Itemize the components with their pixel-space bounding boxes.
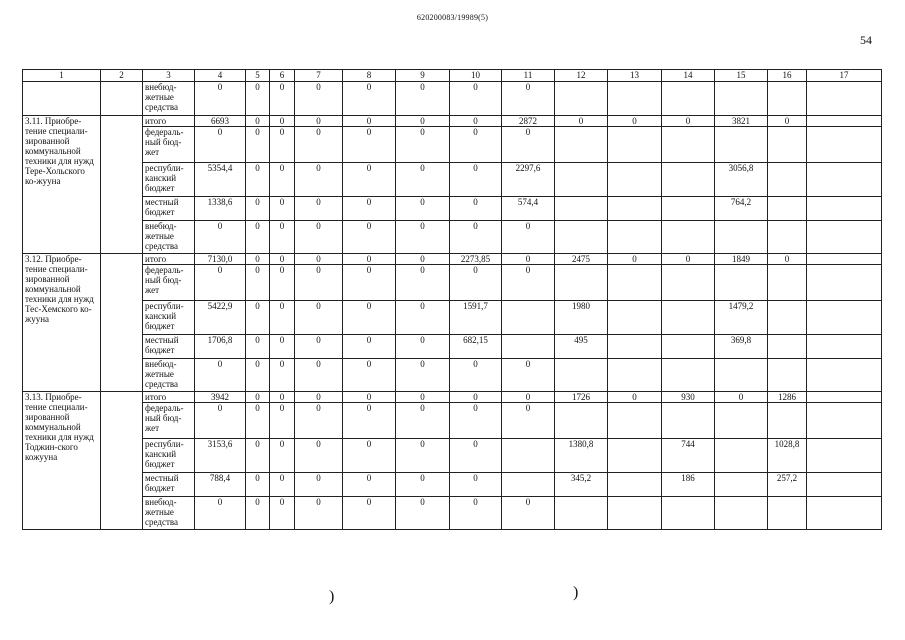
value-cell: 0 bbox=[555, 116, 608, 127]
value-cell: 3942 bbox=[195, 392, 246, 403]
column-header: 11 bbox=[502, 70, 555, 82]
value-cell: 0 bbox=[270, 197, 295, 221]
column-header: 5 bbox=[246, 70, 270, 82]
value-cell: 0 bbox=[396, 335, 450, 359]
value-cell bbox=[807, 127, 882, 163]
value-cell: 0 bbox=[502, 403, 555, 439]
value-cell: 0 bbox=[246, 221, 270, 254]
funding-source-label: итого bbox=[143, 254, 195, 265]
value-cell: 0 bbox=[270, 392, 295, 403]
table-row bbox=[23, 127, 882, 163]
value-cell bbox=[768, 403, 807, 439]
value-cell: 0 bbox=[246, 197, 270, 221]
value-cell: 0 bbox=[270, 497, 295, 530]
column-header: 12 bbox=[555, 70, 608, 82]
value-cell: 0 bbox=[768, 116, 807, 127]
value-cell: 1726 bbox=[555, 392, 608, 403]
value-cell: 0 bbox=[396, 127, 450, 163]
value-cell bbox=[662, 163, 715, 197]
value-cell: 0 bbox=[295, 163, 343, 197]
section-title: 3.11. Приобре-тение специали-зированной коммунальной техники для нужд Тере-Хольского ко-жууна bbox=[23, 116, 101, 254]
value-cell bbox=[608, 473, 662, 497]
value-cell: 0 bbox=[450, 116, 502, 127]
column-header: 3 bbox=[143, 70, 195, 82]
value-cell: 2297,6 bbox=[502, 163, 555, 197]
value-cell: 0 bbox=[195, 497, 246, 530]
value-cell: 0 bbox=[246, 497, 270, 530]
funding-source-label: внебюд-жетные средства bbox=[143, 497, 195, 530]
value-cell: 0 bbox=[270, 127, 295, 163]
value-cell bbox=[662, 221, 715, 254]
value-cell: 0 bbox=[295, 473, 343, 497]
value-cell bbox=[807, 403, 882, 439]
value-cell bbox=[807, 265, 882, 301]
value-cell: 0 bbox=[343, 301, 396, 335]
value-cell: 345,2 bbox=[555, 473, 608, 497]
value-cell: 0 bbox=[396, 82, 450, 116]
value-cell bbox=[715, 359, 768, 392]
handwritten-mark: ) bbox=[573, 584, 579, 601]
value-cell: 0 bbox=[295, 82, 343, 116]
value-cell bbox=[555, 163, 608, 197]
value-cell: 0 bbox=[295, 301, 343, 335]
table-row bbox=[23, 403, 882, 439]
value-cell: 0 bbox=[270, 221, 295, 254]
value-cell bbox=[608, 82, 662, 116]
value-cell: 7130,0 bbox=[195, 254, 246, 265]
table-row bbox=[23, 497, 882, 530]
value-cell: 0 bbox=[343, 359, 396, 392]
value-cell: 1591,7 bbox=[450, 301, 502, 335]
value-cell: 0 bbox=[270, 301, 295, 335]
value-cell: 0 bbox=[343, 127, 396, 163]
column-header: 16 bbox=[768, 70, 807, 82]
value-cell bbox=[502, 439, 555, 473]
value-cell bbox=[555, 403, 608, 439]
value-cell bbox=[555, 265, 608, 301]
funding-source-label: республи-канский бюджет bbox=[143, 163, 195, 197]
value-cell: 5354,4 bbox=[195, 163, 246, 197]
value-cell: 0 bbox=[343, 392, 396, 403]
value-cell: 0 bbox=[450, 473, 502, 497]
value-cell: 0 bbox=[502, 392, 555, 403]
value-cell: 0 bbox=[450, 127, 502, 163]
value-cell: 0 bbox=[396, 197, 450, 221]
value-cell: 0 bbox=[246, 254, 270, 265]
table-row bbox=[23, 439, 882, 473]
value-cell: 3821 bbox=[715, 116, 768, 127]
column-2-cell bbox=[101, 254, 143, 392]
value-cell: 0 bbox=[450, 163, 502, 197]
value-cell: 0 bbox=[270, 403, 295, 439]
value-cell: 0 bbox=[270, 82, 295, 116]
value-cell: 0 bbox=[295, 359, 343, 392]
value-cell: 0 bbox=[343, 221, 396, 254]
value-cell: 764,2 bbox=[715, 197, 768, 221]
value-cell: 0 bbox=[343, 265, 396, 301]
value-cell: 0 bbox=[343, 439, 396, 473]
value-cell: 186 bbox=[662, 473, 715, 497]
table-row bbox=[23, 335, 882, 359]
value-cell bbox=[807, 473, 882, 497]
value-cell: 1706,8 bbox=[195, 335, 246, 359]
value-cell: 930 bbox=[662, 392, 715, 403]
value-cell: 0 bbox=[450, 197, 502, 221]
value-cell: 682,15 bbox=[450, 335, 502, 359]
value-cell bbox=[807, 254, 882, 265]
funding-source-label: итого bbox=[143, 116, 195, 127]
value-cell bbox=[715, 127, 768, 163]
value-cell: 0 bbox=[246, 403, 270, 439]
value-cell: 0 bbox=[343, 403, 396, 439]
value-cell: 0 bbox=[396, 359, 450, 392]
value-cell bbox=[608, 335, 662, 359]
value-cell bbox=[662, 301, 715, 335]
value-cell bbox=[768, 82, 807, 116]
value-cell: 0 bbox=[608, 254, 662, 265]
value-cell: 0 bbox=[343, 473, 396, 497]
value-cell: 0 bbox=[502, 359, 555, 392]
value-cell: 0 bbox=[450, 497, 502, 530]
value-cell: 0 bbox=[246, 82, 270, 116]
table-row bbox=[23, 254, 882, 265]
value-cell: 0 bbox=[295, 439, 343, 473]
value-cell bbox=[662, 127, 715, 163]
value-cell: 0 bbox=[396, 301, 450, 335]
value-cell: 369,8 bbox=[715, 335, 768, 359]
value-cell bbox=[555, 127, 608, 163]
value-cell: 0 bbox=[450, 439, 502, 473]
value-cell bbox=[715, 403, 768, 439]
column-header: 10 bbox=[450, 70, 502, 82]
value-cell: 0 bbox=[502, 497, 555, 530]
value-cell: 0 bbox=[502, 254, 555, 265]
page-number: 54 bbox=[860, 33, 872, 47]
value-cell bbox=[768, 265, 807, 301]
value-cell bbox=[662, 359, 715, 392]
value-cell bbox=[768, 163, 807, 197]
value-cell bbox=[555, 221, 608, 254]
value-cell bbox=[555, 197, 608, 221]
value-cell: 0 bbox=[343, 335, 396, 359]
value-cell bbox=[662, 403, 715, 439]
value-cell: 0 bbox=[396, 221, 450, 254]
section-title: 3.12. Приобре-тение специали-зированной коммунальной техники для нужд Тес-Хемского ко-жууна bbox=[23, 254, 101, 392]
value-cell bbox=[555, 359, 608, 392]
value-cell: 0 bbox=[270, 335, 295, 359]
value-cell: 257,2 bbox=[768, 473, 807, 497]
value-cell: 0 bbox=[295, 197, 343, 221]
value-cell bbox=[608, 265, 662, 301]
value-cell bbox=[768, 127, 807, 163]
funding-source-label: местный бюджет bbox=[143, 197, 195, 221]
handwritten-mark: ) bbox=[329, 588, 335, 605]
column-header: 1 bbox=[23, 70, 101, 82]
table-row bbox=[23, 221, 882, 254]
value-cell bbox=[502, 473, 555, 497]
value-cell: 0 bbox=[246, 335, 270, 359]
table-row bbox=[23, 473, 882, 497]
value-cell bbox=[715, 265, 768, 301]
section-title: 3.13. Приобре-тение специали-зированной коммунальной техники для нужд Тоджин-ского кожууна bbox=[23, 392, 101, 530]
value-cell: 0 bbox=[295, 254, 343, 265]
value-cell bbox=[807, 221, 882, 254]
value-cell: 0 bbox=[270, 473, 295, 497]
value-cell: 0 bbox=[295, 265, 343, 301]
value-cell: 0 bbox=[295, 497, 343, 530]
value-cell: 2872 bbox=[502, 116, 555, 127]
value-cell: 0 bbox=[246, 163, 270, 197]
value-cell bbox=[608, 127, 662, 163]
value-cell: 744 bbox=[662, 439, 715, 473]
value-cell: 0 bbox=[295, 116, 343, 127]
value-cell bbox=[715, 497, 768, 530]
value-cell bbox=[807, 497, 882, 530]
value-cell: 3153,6 bbox=[195, 439, 246, 473]
value-cell: 6693 bbox=[195, 116, 246, 127]
value-cell: 0 bbox=[270, 265, 295, 301]
funding-source-label: федераль-ный бюд-жет bbox=[143, 403, 195, 439]
value-cell bbox=[608, 301, 662, 335]
funding-source-label: федераль-ный бюд-жет bbox=[143, 127, 195, 163]
value-cell: 1849 bbox=[715, 254, 768, 265]
value-cell: 0 bbox=[343, 254, 396, 265]
value-cell: 1286 bbox=[768, 392, 807, 403]
value-cell: 0 bbox=[343, 197, 396, 221]
value-cell: 0 bbox=[195, 359, 246, 392]
value-cell bbox=[608, 359, 662, 392]
value-cell: 0 bbox=[246, 116, 270, 127]
funding-source-label: внебюд-жетные средства bbox=[143, 82, 195, 116]
value-cell bbox=[608, 197, 662, 221]
value-cell bbox=[807, 197, 882, 221]
value-cell bbox=[807, 439, 882, 473]
value-cell: 788,4 bbox=[195, 473, 246, 497]
value-cell: 0 bbox=[246, 359, 270, 392]
value-cell bbox=[768, 197, 807, 221]
value-cell bbox=[715, 439, 768, 473]
value-cell: 0 bbox=[295, 335, 343, 359]
value-cell bbox=[715, 473, 768, 497]
value-cell bbox=[715, 82, 768, 116]
value-cell: 0 bbox=[270, 163, 295, 197]
value-cell: 0 bbox=[246, 439, 270, 473]
table-row bbox=[23, 265, 882, 301]
value-cell: 0 bbox=[246, 127, 270, 163]
value-cell: 1980 bbox=[555, 301, 608, 335]
value-cell: 0 bbox=[343, 163, 396, 197]
table-header-row bbox=[23, 70, 882, 82]
value-cell: 0 bbox=[195, 403, 246, 439]
value-cell: 0 bbox=[270, 116, 295, 127]
section-title bbox=[23, 82, 101, 116]
value-cell bbox=[662, 335, 715, 359]
value-cell bbox=[768, 221, 807, 254]
funding-source-label: внебюд-жетные средства bbox=[143, 221, 195, 254]
value-cell bbox=[807, 116, 882, 127]
value-cell: 0 bbox=[715, 392, 768, 403]
value-cell: 0 bbox=[396, 403, 450, 439]
value-cell: 0 bbox=[396, 473, 450, 497]
column-header: 15 bbox=[715, 70, 768, 82]
value-cell bbox=[608, 403, 662, 439]
value-cell: 0 bbox=[270, 439, 295, 473]
value-cell: 0 bbox=[768, 254, 807, 265]
value-cell: 0 bbox=[450, 403, 502, 439]
table-row bbox=[23, 197, 882, 221]
column-header: 7 bbox=[295, 70, 343, 82]
value-cell bbox=[662, 497, 715, 530]
value-cell: 0 bbox=[450, 392, 502, 403]
value-cell bbox=[608, 439, 662, 473]
value-cell bbox=[768, 335, 807, 359]
table-row bbox=[23, 116, 882, 127]
column-header: 9 bbox=[396, 70, 450, 82]
column-2-cell bbox=[101, 116, 143, 254]
value-cell: 2475 bbox=[555, 254, 608, 265]
value-cell: 0 bbox=[270, 254, 295, 265]
value-cell bbox=[502, 301, 555, 335]
column-header: 6 bbox=[270, 70, 295, 82]
value-cell: 0 bbox=[450, 221, 502, 254]
value-cell: 1028,8 bbox=[768, 439, 807, 473]
table-row bbox=[23, 163, 882, 197]
value-cell: 0 bbox=[246, 301, 270, 335]
value-cell bbox=[715, 221, 768, 254]
value-cell: 3056,8 bbox=[715, 163, 768, 197]
table-row bbox=[23, 301, 882, 335]
value-cell: 1380,8 bbox=[555, 439, 608, 473]
value-cell bbox=[768, 359, 807, 392]
funding-source-label: внебюд-жетные средства bbox=[143, 359, 195, 392]
value-cell: 0 bbox=[662, 254, 715, 265]
value-cell: 0 bbox=[343, 82, 396, 116]
value-cell bbox=[608, 163, 662, 197]
value-cell bbox=[768, 497, 807, 530]
value-cell: 0 bbox=[502, 221, 555, 254]
value-cell: 0 bbox=[295, 403, 343, 439]
value-cell: 0 bbox=[608, 116, 662, 127]
value-cell: 0 bbox=[295, 221, 343, 254]
table-row bbox=[23, 359, 882, 392]
funding-source-label: федераль-ный бюд-жет bbox=[143, 265, 195, 301]
value-cell bbox=[807, 82, 882, 116]
value-cell: 0 bbox=[246, 473, 270, 497]
value-cell: 0 bbox=[662, 116, 715, 127]
budget-table bbox=[22, 69, 882, 530]
value-cell bbox=[807, 392, 882, 403]
table-row bbox=[23, 82, 882, 116]
funding-source-label: итого bbox=[143, 392, 195, 403]
column-header: 4 bbox=[195, 70, 246, 82]
value-cell bbox=[807, 359, 882, 392]
value-cell bbox=[608, 497, 662, 530]
value-cell bbox=[768, 301, 807, 335]
funding-source-label: местный бюджет bbox=[143, 473, 195, 497]
value-cell bbox=[807, 335, 882, 359]
column-2-cell bbox=[101, 82, 143, 116]
value-cell: 0 bbox=[502, 265, 555, 301]
value-cell: 0 bbox=[450, 265, 502, 301]
value-cell: 0 bbox=[343, 116, 396, 127]
value-cell bbox=[807, 301, 882, 335]
value-cell: 0 bbox=[396, 116, 450, 127]
value-cell: 1338,6 bbox=[195, 197, 246, 221]
value-cell: 0 bbox=[343, 497, 396, 530]
column-header: 2 bbox=[101, 70, 143, 82]
value-cell: 0 bbox=[295, 392, 343, 403]
funding-source-label: местный бюджет bbox=[143, 335, 195, 359]
value-cell: 0 bbox=[502, 82, 555, 116]
funding-source-label: республи-канский бюджет bbox=[143, 439, 195, 473]
document-id: 620200083/19989(5) bbox=[416, 13, 489, 22]
value-cell: 0 bbox=[608, 392, 662, 403]
value-cell: 0 bbox=[450, 359, 502, 392]
column-header: 8 bbox=[343, 70, 396, 82]
value-cell: 1479,2 bbox=[715, 301, 768, 335]
value-cell: 574,4 bbox=[502, 197, 555, 221]
value-cell: 0 bbox=[246, 265, 270, 301]
value-cell: 0 bbox=[396, 497, 450, 530]
value-cell: 0 bbox=[270, 359, 295, 392]
value-cell: 0 bbox=[195, 265, 246, 301]
value-cell: 0 bbox=[396, 392, 450, 403]
column-2-cell bbox=[101, 392, 143, 530]
column-header: 13 bbox=[608, 70, 662, 82]
value-cell: 0 bbox=[195, 221, 246, 254]
value-cell bbox=[662, 265, 715, 301]
value-cell: 0 bbox=[396, 265, 450, 301]
column-header: 14 bbox=[662, 70, 715, 82]
value-cell: 0 bbox=[450, 82, 502, 116]
value-cell bbox=[555, 82, 608, 116]
value-cell: 2273,85 bbox=[450, 254, 502, 265]
value-cell: 0 bbox=[246, 392, 270, 403]
value-cell: 0 bbox=[396, 254, 450, 265]
value-cell bbox=[807, 163, 882, 197]
value-cell bbox=[662, 197, 715, 221]
value-cell: 0 bbox=[396, 163, 450, 197]
value-cell: 495 bbox=[555, 335, 608, 359]
value-cell: 0 bbox=[295, 127, 343, 163]
value-cell: 0 bbox=[502, 127, 555, 163]
value-cell: 0 bbox=[195, 127, 246, 163]
value-cell bbox=[662, 82, 715, 116]
value-cell: 0 bbox=[396, 439, 450, 473]
value-cell bbox=[608, 221, 662, 254]
value-cell bbox=[502, 335, 555, 359]
column-header: 17 bbox=[807, 70, 882, 82]
table-row bbox=[23, 392, 882, 403]
funding-source-label: республи-канский бюджет bbox=[143, 301, 195, 335]
value-cell: 0 bbox=[195, 82, 246, 116]
value-cell bbox=[555, 497, 608, 530]
value-cell: 5422,9 bbox=[195, 301, 246, 335]
